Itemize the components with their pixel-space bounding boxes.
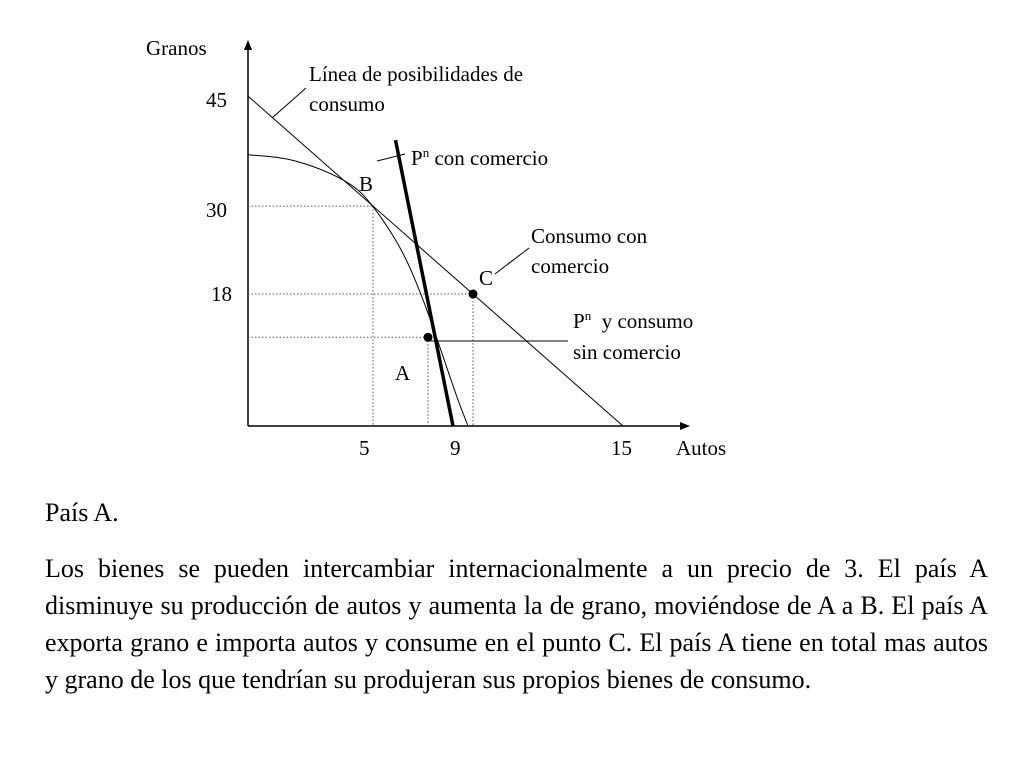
y-tick-label-18: 18 <box>211 282 232 306</box>
point-a-marker <box>424 333 433 342</box>
pn-notrade-rest: y consumo <box>591 309 694 333</box>
consumption-trade-annotation-line1: Consumo con <box>531 224 648 248</box>
consumption-trade-annotation-line2: comercio <box>531 254 610 278</box>
pn-trade-annotation <box>411 145 548 170</box>
consumption-trade-pointer <box>495 248 529 274</box>
x-tick-label-9: 9 <box>450 436 461 460</box>
pn-trade-sup: n <box>422 145 430 160</box>
point-label-a: A <box>395 361 411 385</box>
production-possibilities-frontier <box>248 155 468 426</box>
x-tick-label-15: 15 <box>611 436 632 460</box>
point-label-c: C <box>479 266 494 290</box>
pn-notrade-annotation-line2: sin comercio <box>573 340 681 364</box>
y-axis-arrow <box>244 40 252 50</box>
budget-line-annotation-line2: consumo <box>309 92 385 116</box>
budget-line-pointer <box>272 88 306 118</box>
pn-trade-p: P <box>411 146 423 170</box>
country-heading: País A. <box>45 498 119 527</box>
point-c-marker <box>469 290 478 299</box>
budget-line-annotation-line1: Línea de posibilidades de <box>309 62 524 86</box>
pn-notrade-p: P <box>573 309 585 333</box>
x-tick-label-5: 5 <box>359 436 370 460</box>
x-axis-label: Autos <box>676 436 727 460</box>
pn-trade-rest: con comercio <box>429 146 549 170</box>
explanation-paragraph: Los bienes se pueden intercambiar internacionalmente a un precio de 3. El país A disminuye su producción de autos y aumenta la de grano, moviéndose de A a B. El país A exporta grano e importa autos y consume en el punto C. El país A tiene en total mas autos y grano de los que tendrían su produjeran sus propios bienes de consumo. <box>45 554 988 694</box>
y-axis-label: Granos <box>146 36 207 60</box>
guide-lines <box>248 206 473 426</box>
x-axis-arrow <box>680 422 690 430</box>
pn-notrade-annotation-line1 <box>573 308 693 333</box>
point-label-b: B <box>359 172 374 196</box>
y-tick-label-30: 30 <box>206 198 227 222</box>
pn-notrade-sup: n <box>584 308 592 323</box>
y-tick-label-45: 45 <box>206 88 227 112</box>
